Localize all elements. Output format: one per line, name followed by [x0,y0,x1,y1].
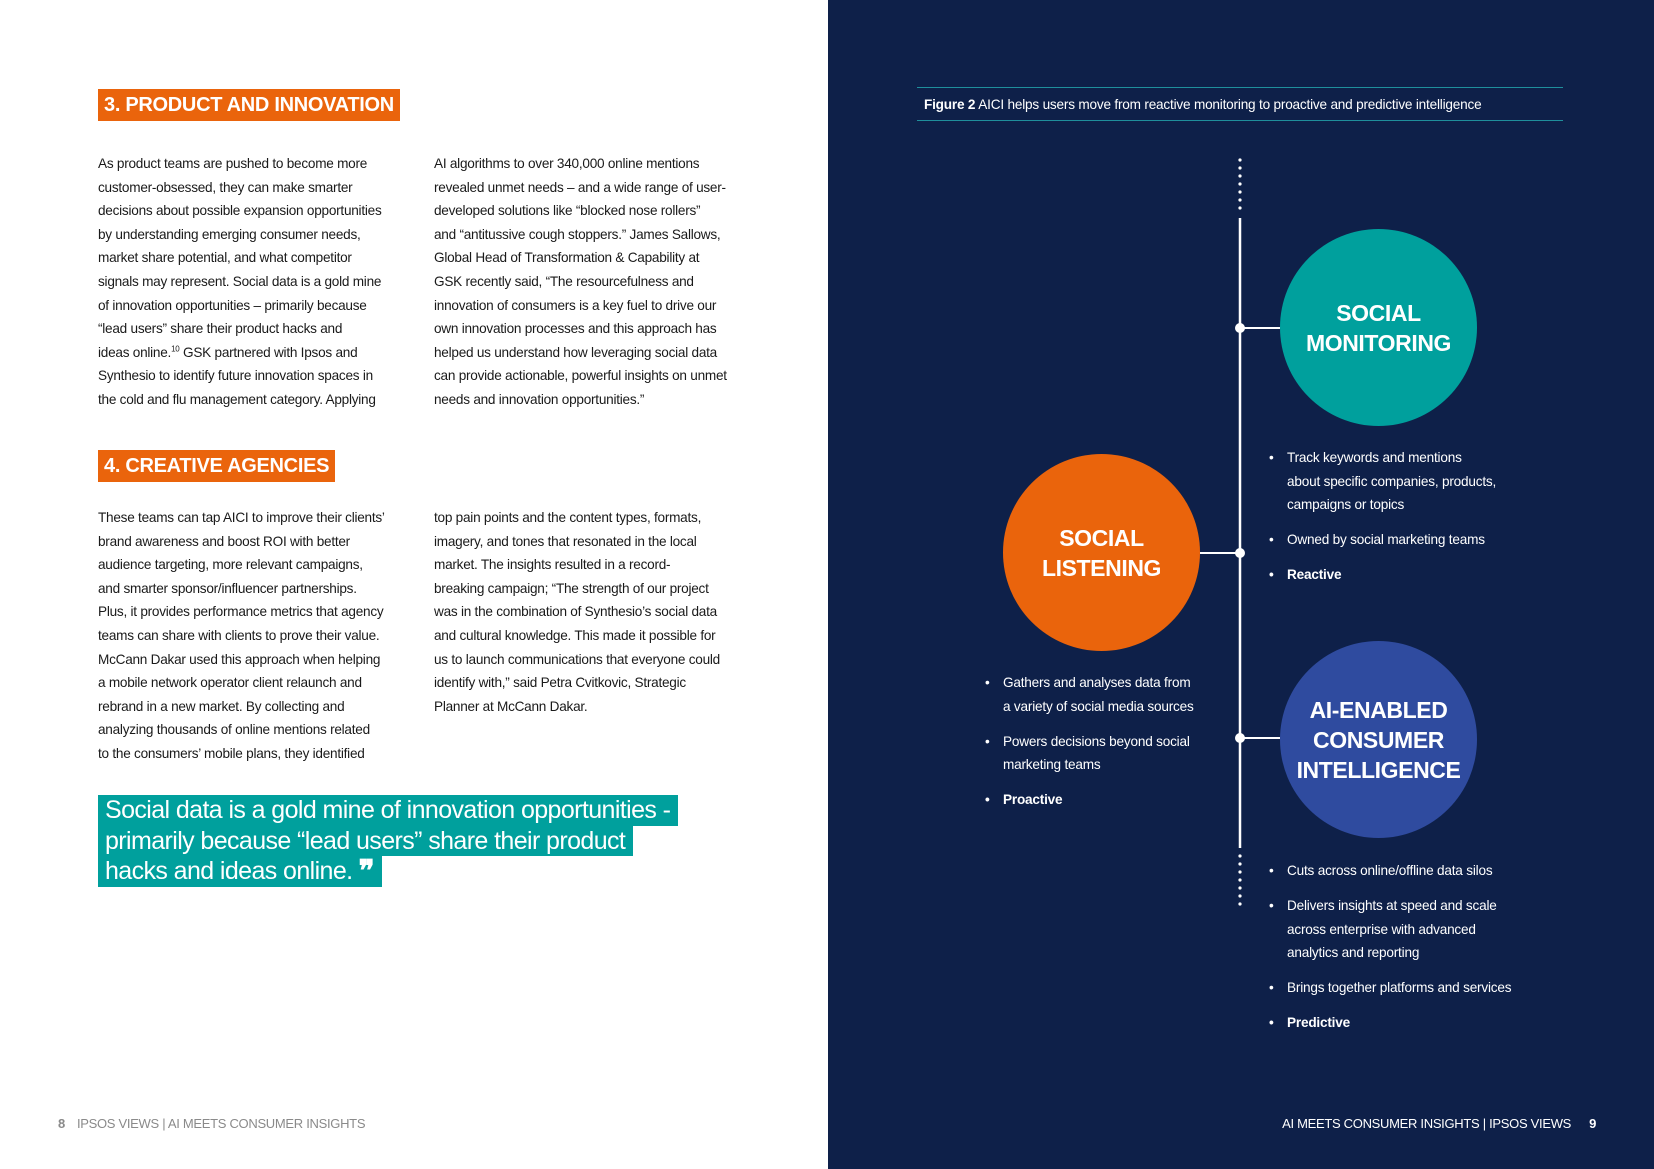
footer-text: IPSOS VIEWS | AI MEETS CONSUMER INSIGHTS [76,1116,366,1131]
page-number: 9 [1589,1116,1596,1131]
text-line: market share potential, and what competitor [98,250,352,266]
text-line: the cold and flu management category. Applying [98,391,376,407]
timeline-dots-bottom [1238,854,1241,905]
social-listening-bullets [983,671,1194,823]
list-item [1267,976,1511,1000]
list-item [983,671,1194,718]
footer-right [1282,1116,1596,1131]
text-line: top pain points and the content types, formats, [434,510,702,525]
text-line: customer-obsessed, they can make smarter [98,179,353,195]
list-item-tag: • Predictive [1267,1011,1511,1035]
footer-text: AI MEETS CONSUMER INSIGHTS | IPSOS VIEWS [1282,1116,1572,1131]
connector-aici [1235,733,1280,743]
connector-monitoring [1235,323,1280,333]
text-line: teams can share with clients to prove their value. [98,627,380,643]
text-line: • Owned by social marketing teams [1287,532,1485,548]
text-line: marketing teams [1003,757,1101,773]
text-line: innovation of consumers is a key fuel to drive our [434,297,717,313]
text-line: about specific companies, products, [1287,473,1497,489]
list-item [1267,894,1511,965]
social-listening-label: SOCIAL LISTENING [1041,524,1162,581]
text-line: of innovation opportunities – primarily because [98,297,367,313]
text-line: Planner at McCann Dakar. [434,698,588,714]
text-line: brand awareness and boost ROI with better [98,533,350,549]
text-line: and “antitussive cough stoppers.” James Sallows, [434,226,721,242]
text-line: developed solutions like “blocked nose rollers” [434,203,701,219]
text-fragment: GSK partnered with Ipsos and [179,344,358,360]
list-item-tag: • Reactive [1267,563,1496,587]
text-line: breaking campaign; “The strength of our project [434,580,709,596]
text-line: Plus, it provides performance metrics that agency [98,604,384,620]
text-line: to the consumers’ mobile plans, they identified [98,745,365,761]
text-line: needs and innovation opportunities.” [434,391,645,407]
text-line: and cultural knowledge. This made it possible for [434,627,716,643]
pull-quote-line: Social data is a gold mine of innovation opportunities - [98,795,678,826]
text-line: can provide actionable, powerful insights on unmet [434,368,727,384]
social-monitoring-bullets [1267,446,1496,598]
text-line: market. The insights resulted in a record- [434,557,671,573]
list-item [1267,528,1496,552]
list-item [983,730,1194,777]
text-line: and smarter sponsor/influencer partnerships. [98,580,357,596]
figure-caption-text: AICI helps users move from reactive monitoring to proactive and predictive intelligence [978,97,1482,112]
text-line: us to launch communications that everyone could [434,651,720,667]
text-line: GSK recently said, “The resourcefulness and [434,273,694,289]
social-monitoring-label: SOCIAL MONITORING [1305,299,1452,356]
text-line: These teams can tap AICI to improve their clients’ [98,510,385,525]
section-heading-creative-agencies: 4. CREATIVE AGENCIES [98,450,335,482]
text-line: “lead users” share their product hacks and [98,321,343,337]
text-line: own innovation processes and this approach has [434,321,717,337]
text-line: imagery, and tones that resonated in the local [434,533,697,549]
text-line: Global Head of Transformation & Capability at [434,250,700,266]
timeline-dots-top [1238,158,1241,209]
figure-label: Figure 2 [924,97,976,112]
page-number: 8 [58,1116,65,1131]
list-item-tag: • Proactive [983,788,1194,812]
text-fragment: ideas online. [98,344,172,360]
aici-circle [1280,641,1477,838]
text-line: • Brings together platforms and services [1287,980,1512,996]
list-item [1267,859,1511,883]
pull-quote-text: hacks and ideas online. [105,857,353,885]
list-item [1267,446,1496,517]
text-line: • Delivers insights at speed and scale [1287,898,1497,914]
text-line: helped us understand how leveraging social data [434,344,717,360]
text-line: • Track keywords and mentions [1287,450,1462,465]
text-line: • Gathers and analyses data from [1003,675,1191,690]
connector-listening [1200,548,1245,558]
text-line: analyzing thousands of online mentions related [98,722,370,738]
social-listening-circle [1003,454,1200,651]
pull-quote-line: primarily because “lead users” share their product [98,826,633,857]
text-line: signals may represent. Social data is a gold mine [98,273,382,289]
text-line: rebrand in a new market. By collecting and [98,698,345,714]
closing-quote-icon: ❞ [358,854,375,889]
section-heading-product-innovation: 3. PRODUCT AND INNOVATION [98,89,400,121]
text-line: revealed unmet needs – and a wide range of user- [434,179,726,195]
text-line: across enterprise with advanced [1287,921,1476,937]
text-line: • Powers decisions beyond social [1003,733,1190,749]
text-line: campaigns or topics [1287,497,1405,513]
text-line: Synthesio to identify future innovation spaces in [98,368,373,384]
text-line: was in the combination of Synthesio’s social data [434,604,717,620]
text-line: a variety of social media sources [1003,698,1194,714]
text-line: analytics and reporting [1287,945,1420,961]
aici-bullets [1267,859,1511,1047]
text-line: a mobile network operator client relaunch and [98,675,362,691]
text-line: audience targeting, more relevant campaigns, [98,557,363,573]
aici-label: AI-ENABLED CONSUMER INTELLIGENCE [1296,696,1461,783]
text-line: identify with,” said Petra Cvitkovic, Strategic [434,675,686,691]
text-line: by understanding emerging consumer needs, [98,226,361,242]
text-line: McCann Dakar used this approach when helping [98,651,381,667]
footnote-ref: 10 [171,344,180,354]
text-line: As product teams are pushed to become more [98,156,368,171]
social-monitoring-circle [1280,229,1477,426]
text-line: decisions about possible expansion opportunities [98,203,382,219]
text-line: AI algorithms to over 340,000 online mentions [434,156,700,171]
text-line: • Cuts across online/offline data silos [1287,863,1493,878]
